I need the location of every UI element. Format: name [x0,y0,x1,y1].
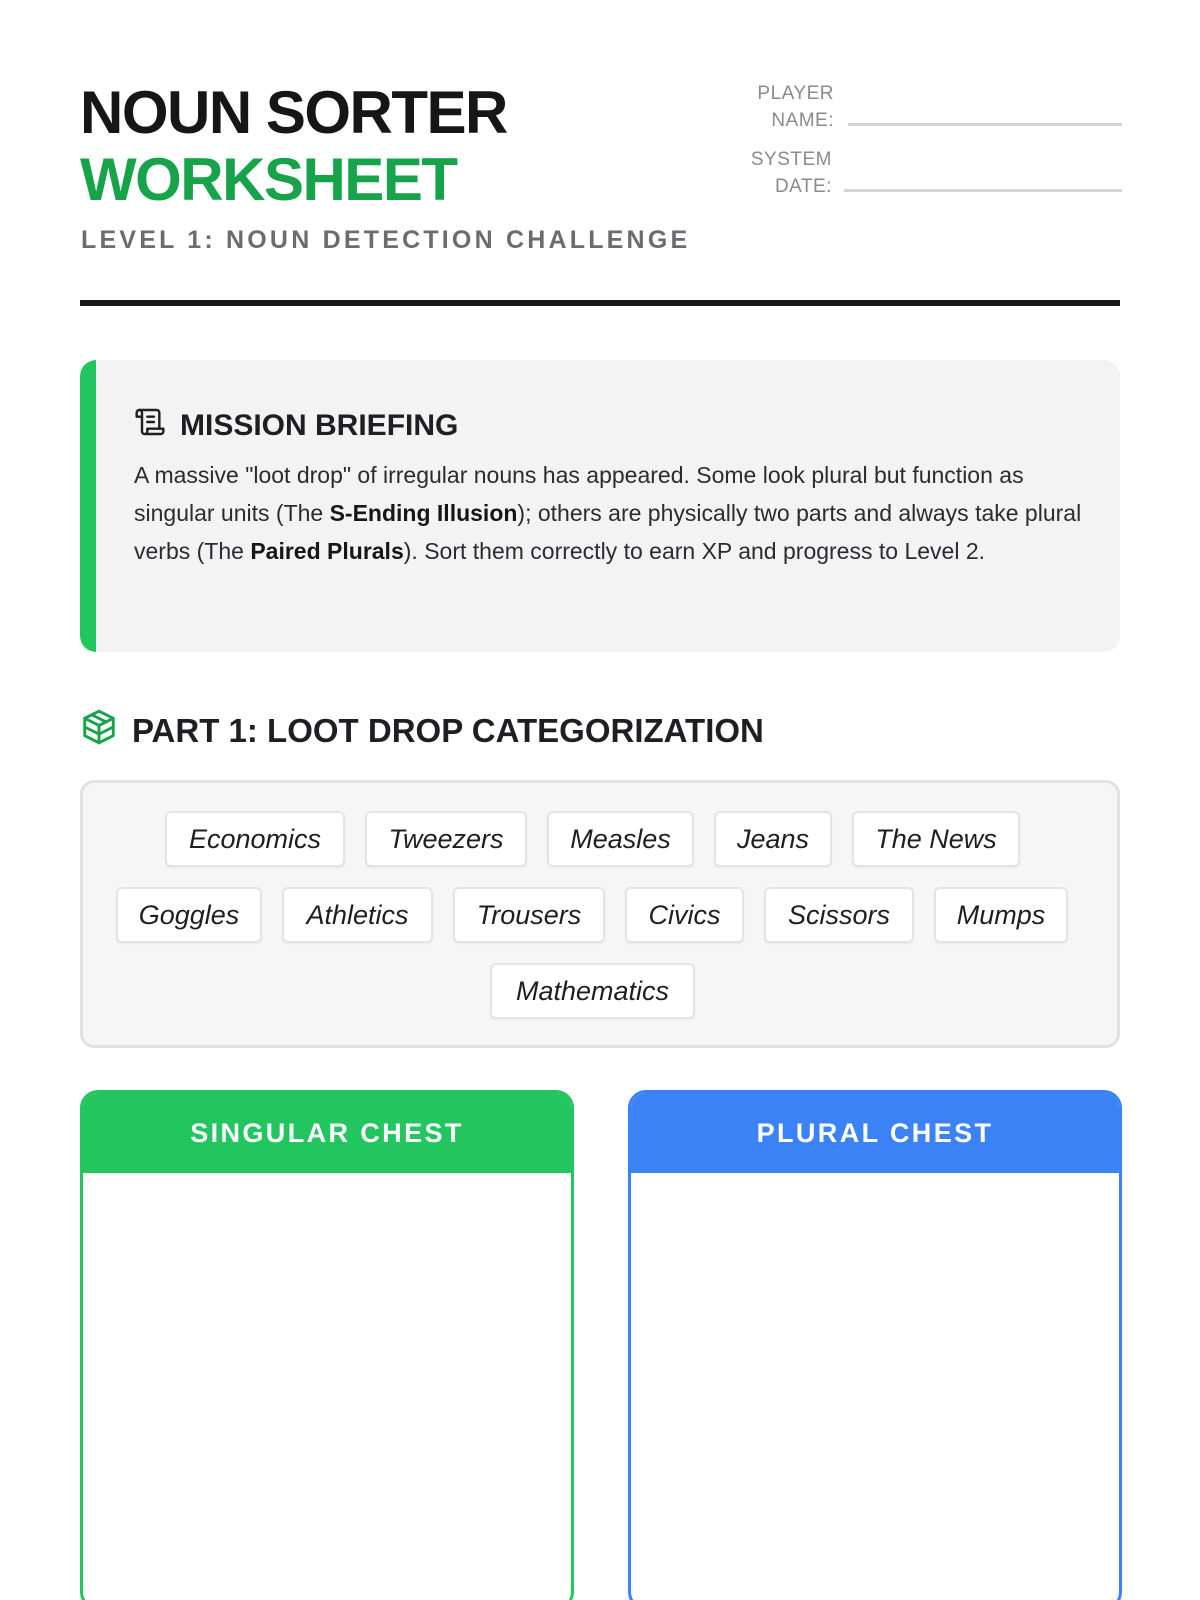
briefing-term-paired: Paired Plurals [250,538,404,564]
briefing-title: MISSION BRIEFING [180,409,459,442]
word-chip-measles[interactable]: Measles [547,811,694,867]
plural-chest[interactable] [628,1090,1122,1600]
part-1-heading [80,708,764,754]
player-name-line[interactable] [848,123,1122,126]
page-title-line-2: WORKSHEET [80,146,457,213]
singular-chest[interactable] [80,1090,574,1600]
date-label-line-2: DATE: [774,176,832,197]
briefing-text-part-1: A massive "loot drop" of irregular nouns has appeared. Some look plural but function as singular units (The [134,462,1024,526]
player-name-field[interactable] [740,80,834,134]
word-chip-mathematics[interactable]: Mathematics [490,963,695,1019]
briefing-text-part-3: ). Sort them correctly to earn XP and progress to Level 2. [403,538,985,564]
plural-chest-header: PLURAL CHEST [631,1093,1119,1173]
word-chip-civics[interactable]: Civics [625,887,744,943]
briefing-heading [134,406,458,446]
briefing-text [134,456,1084,570]
system-date-label [736,146,832,200]
word-chip-scissors[interactable]: Scissors [764,887,914,943]
date-label-line-1: SYSTEM [750,149,832,170]
player-name-label [740,80,834,134]
box-icon [80,708,118,754]
scroll-icon [134,406,166,446]
player-label-line-2: NAME: [771,110,834,131]
system-date-field[interactable] [736,146,832,200]
briefing-text-part-2: ); others are physically two parts and always take plural verbs (The [134,500,1082,564]
singular-chest-header: SINGULAR CHEST [83,1093,571,1173]
briefing-term-s-ending: S-Ending Illusion [329,500,518,526]
word-chip-jeans[interactable]: Jeans [714,811,832,867]
briefing-accent-bar [80,360,96,652]
word-chip-trousers[interactable]: Trousers [453,887,605,943]
page-subtitle: LEVEL 1: NOUN DETECTION CHALLENGE [81,226,691,254]
word-chip-the-news[interactable]: The News [852,811,1020,867]
system-date-line[interactable] [844,189,1122,192]
word-chip-tweezers[interactable]: Tweezers [365,811,527,867]
page-title-line-1: NOUN SORTER [80,79,507,146]
player-label-line-1: PLAYER [757,83,834,104]
word-chip-goggles[interactable]: Goggles [116,887,262,943]
word-chip-mumps[interactable]: Mumps [934,887,1068,943]
mission-briefing-panel [80,360,1120,652]
header-divider [80,300,1120,306]
word-bank [80,780,1120,1048]
part-1-title: PART 1: LOOT DROP CATEGORIZATION [132,712,764,749]
word-chip-economics[interactable]: Economics [165,811,345,867]
word-chip-athletics[interactable]: Athletics [282,887,433,943]
